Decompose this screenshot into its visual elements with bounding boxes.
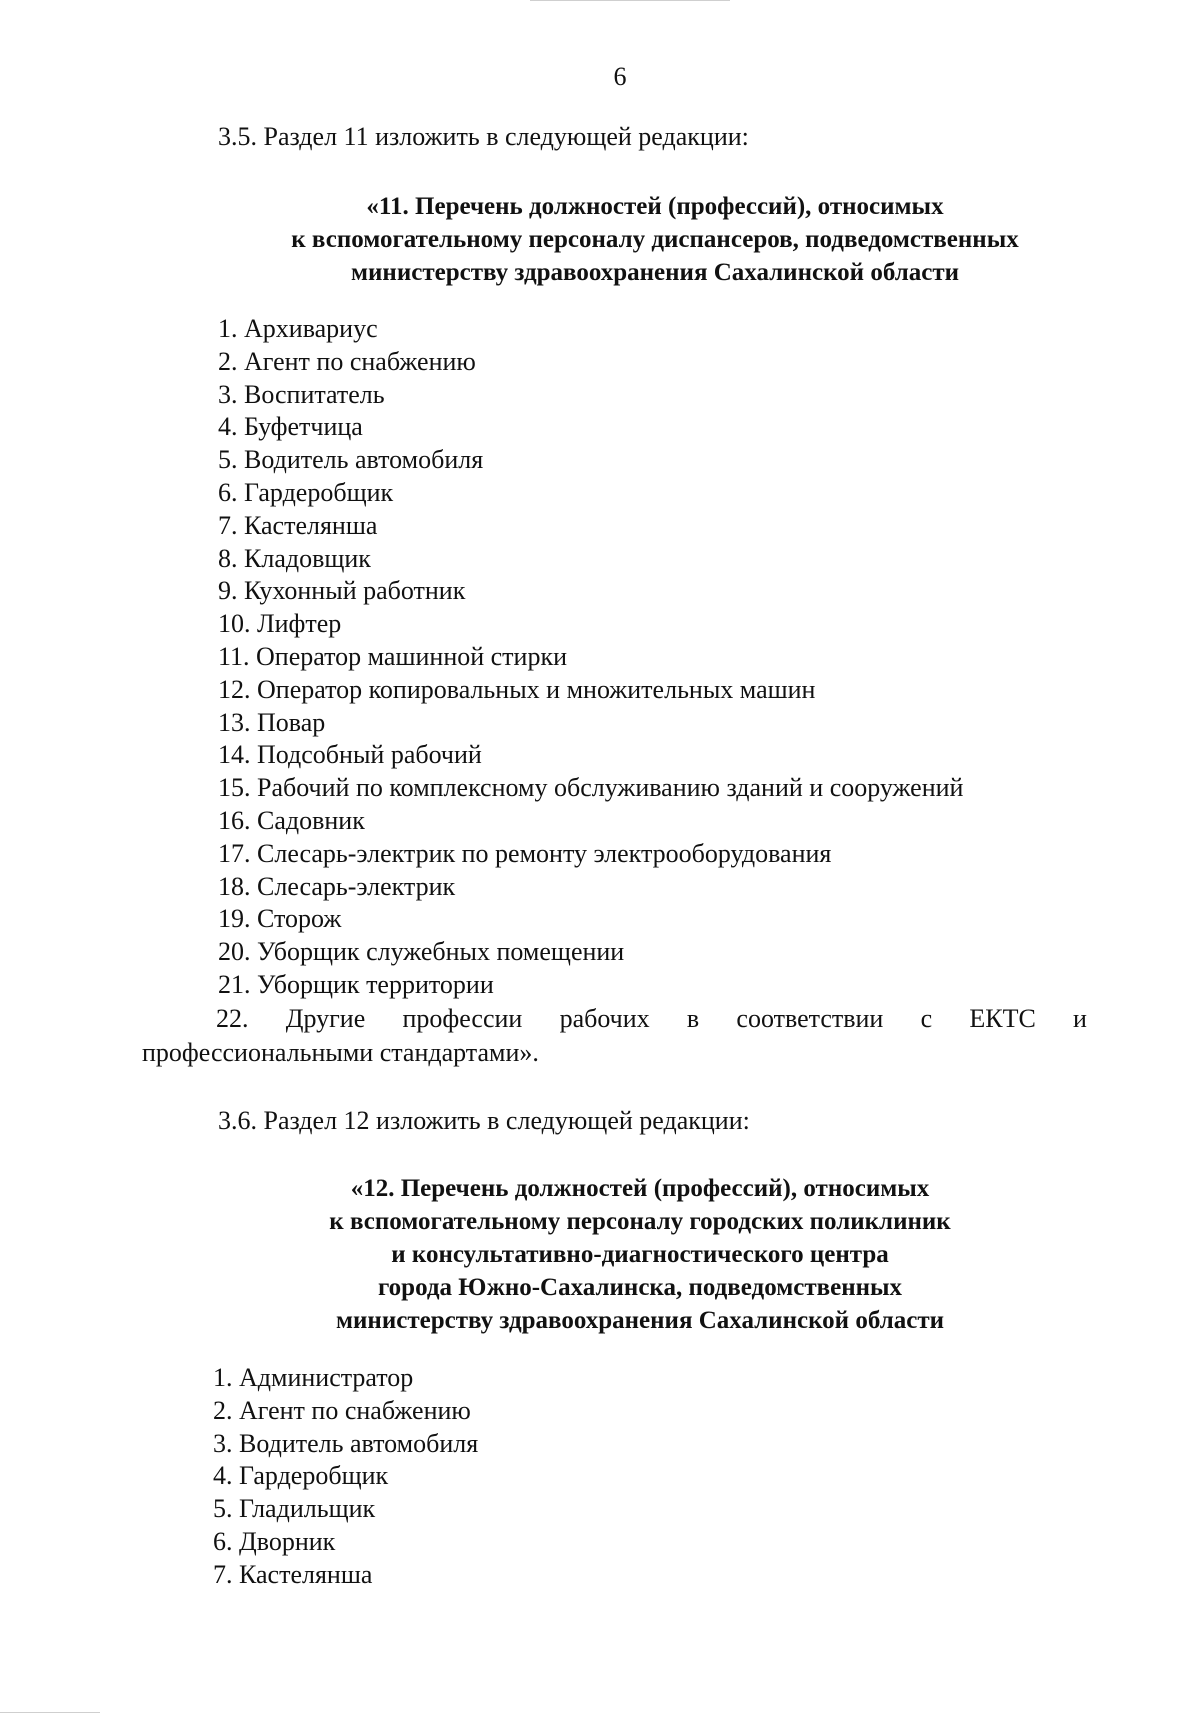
list-item: 18. Слесарь-электрик xyxy=(218,871,456,901)
word: в xyxy=(686,1004,700,1033)
list-item: 6. Гардеробщик xyxy=(218,477,394,507)
top-scan-line xyxy=(530,0,730,1)
list-item: 1. Администратор xyxy=(213,1363,414,1392)
list-item: 12. Оператор копировальных и множительных машин xyxy=(218,674,816,704)
list-item: 1. Архивариус xyxy=(218,314,378,343)
list-item: 15. Рабочий по комплексному обслуживанию зданий и сооружений xyxy=(218,773,964,803)
list-item: 5. Водитель автомобиля xyxy=(218,445,484,475)
list-item: 3. Водитель автомобиля xyxy=(213,1428,479,1458)
word: рабочих xyxy=(559,1004,650,1033)
section-11-list xyxy=(218,313,963,1002)
list-item: 13. Повар xyxy=(218,707,326,737)
list-item: 3. Воспитатель xyxy=(218,379,385,409)
list-item: 16. Садовник xyxy=(218,805,365,835)
list-item: 7. Кастелянша xyxy=(213,1559,373,1589)
list-item: 8. Кладовщик xyxy=(218,543,371,573)
word: соответствии xyxy=(736,1004,884,1033)
heading-line: «12. Перечень должностей (профессий), относимых xyxy=(350,1175,930,1202)
section-3-6-intro: 3.6. Раздел 12 изложить в следующей редакции: xyxy=(218,1106,750,1135)
heading-line: министерству здравоохранения Сахалинской области xyxy=(350,259,960,286)
list-item: 2. Агент по снабжению xyxy=(213,1395,471,1425)
heading-line: города Южно-Сахалинска, подведомственных xyxy=(377,1274,903,1301)
bottom-scan-line xyxy=(0,1712,100,1713)
section-12-list xyxy=(213,1362,478,1592)
list-item: 7. Кастелянша xyxy=(218,510,378,540)
list-item: 17. Слесарь-электрик по ремонту электрооборудования xyxy=(218,838,832,868)
heading-line: к вспомогательному персоналу диспансеров, подведомственных xyxy=(291,226,1019,253)
section-12-heading xyxy=(140,1172,1140,1337)
word: ЕКТС xyxy=(969,1004,1036,1033)
heading-line: к вспомогательному персоналу городских поликлиник xyxy=(329,1208,951,1235)
list-item: 4. Буфетчица xyxy=(218,412,363,442)
heading-line: министерству здравоохранения Сахалинской области xyxy=(335,1307,945,1334)
word: профессии xyxy=(402,1004,523,1033)
list-item: 6. Дворник xyxy=(213,1526,336,1556)
section-3-5-intro: 3.5. Раздел 11 изложить в следующей редакции: xyxy=(218,122,749,151)
list-item: 19. Сторож xyxy=(218,904,342,934)
section-11-heading xyxy=(155,190,1155,289)
heading-line: и консультативно-диагностического центра xyxy=(391,1241,889,1268)
word: Другие xyxy=(285,1004,366,1033)
list-item: 10. Лифтер xyxy=(218,609,342,639)
last-item-continuation: профессиональными стандартами». xyxy=(142,1038,539,1067)
word: и xyxy=(1073,1004,1087,1033)
list-item: 20. Уборщик служебных помещении xyxy=(218,937,625,967)
section-11-last-item xyxy=(142,1002,1087,1070)
list-item: 4. Гардеробщик xyxy=(213,1461,389,1491)
heading-line: «11. Перечень должностей (профессий), относимых xyxy=(366,193,944,220)
last-item-justified-line xyxy=(142,1002,1087,1036)
page-number: 6 xyxy=(613,62,627,91)
list-item: 9. Кухонный работник xyxy=(218,576,466,606)
list-item: 2. Агент по снабжению xyxy=(218,346,476,376)
list-item: 14. Подсобный рабочий xyxy=(218,740,482,770)
list-item: 21. Уборщик территории xyxy=(218,969,494,999)
word: 22. xyxy=(216,1004,249,1033)
list-item: 5. Гладильщик xyxy=(213,1494,376,1524)
list-item: 11. Оператор машинной стирки xyxy=(218,641,568,671)
word: с xyxy=(920,1004,933,1033)
